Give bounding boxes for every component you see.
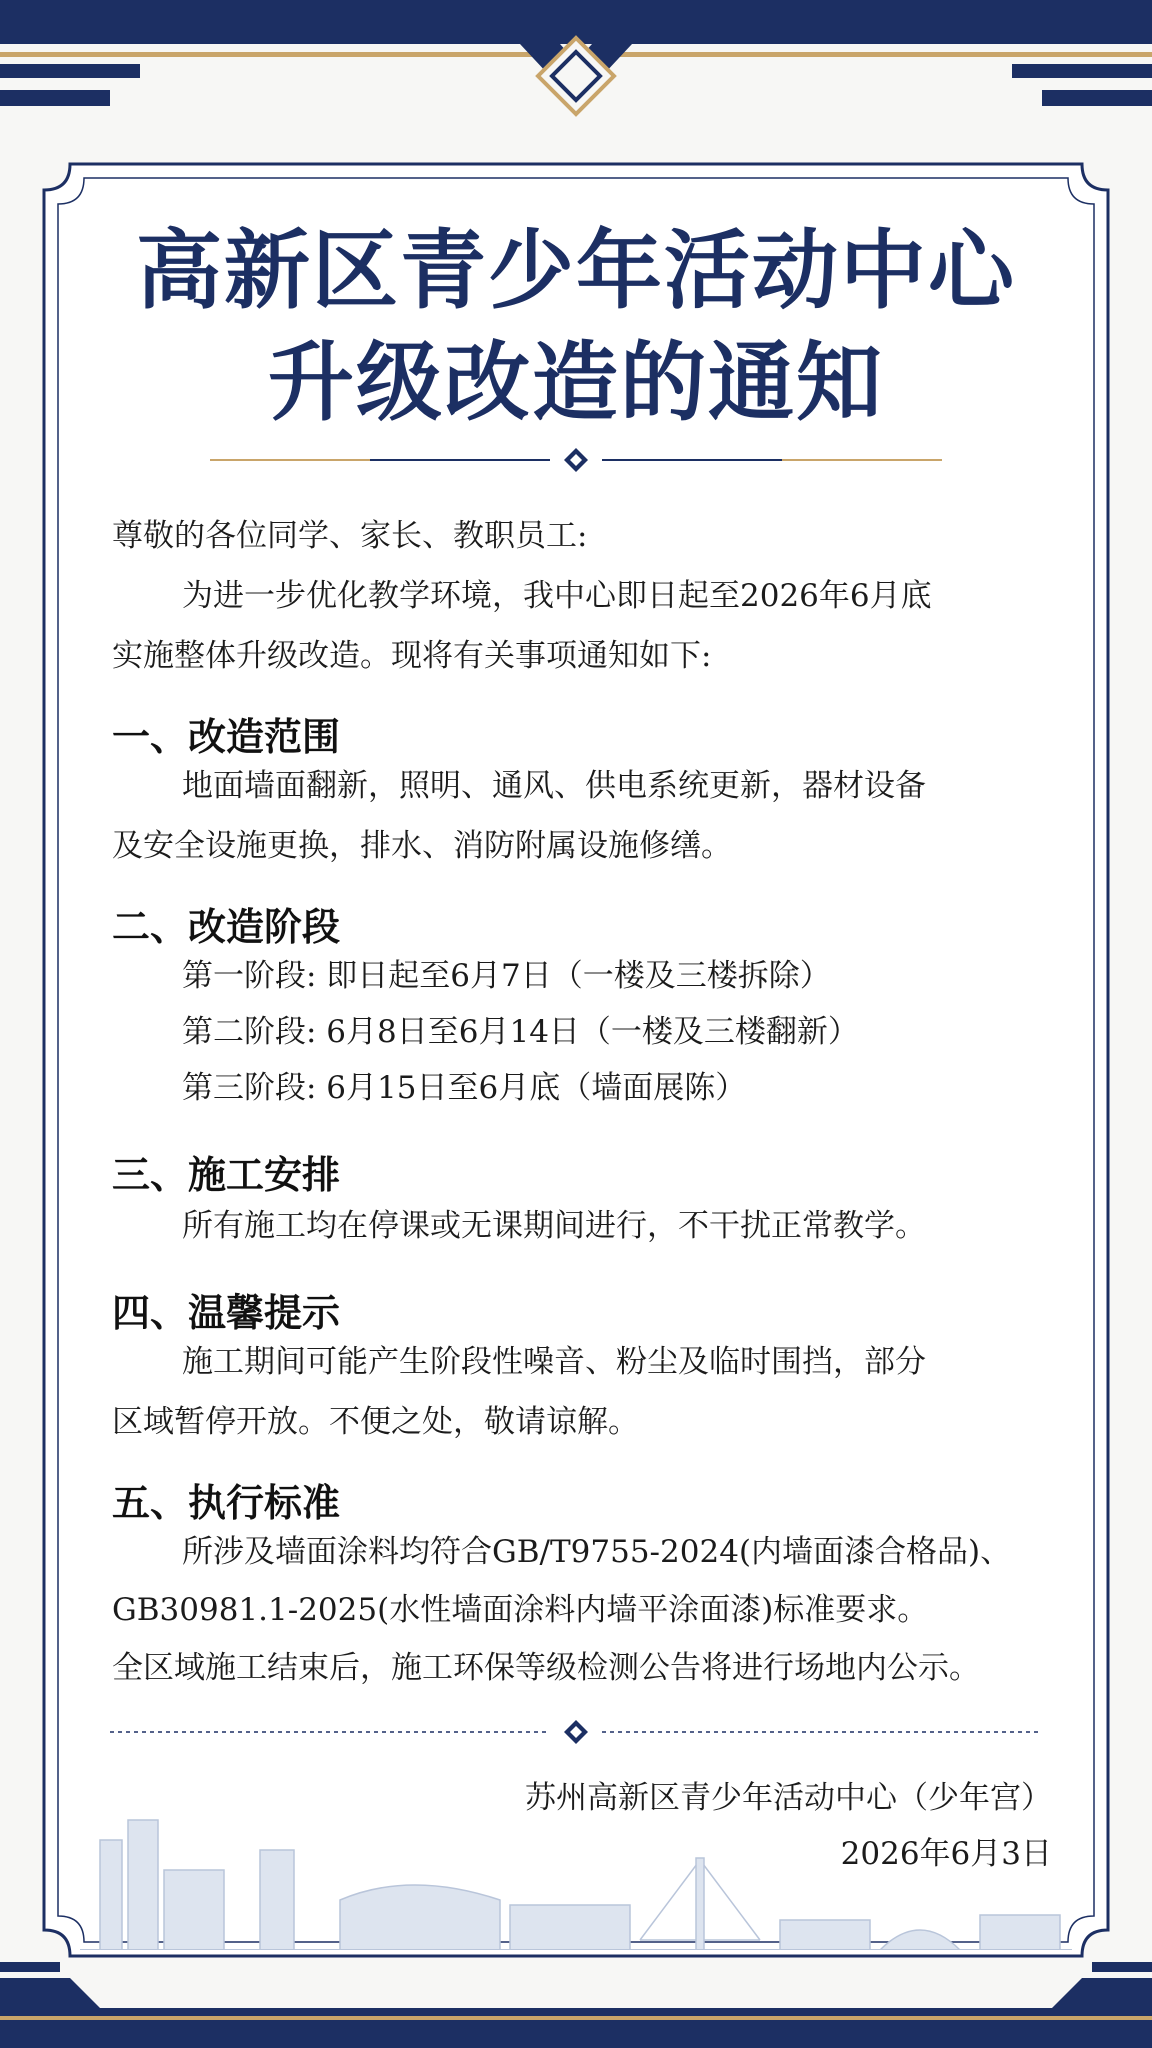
footer-divider (110, 1720, 1042, 1744)
title-divider (210, 448, 942, 472)
phase-line: 第一阶段: 即日起至6月7日（一楼及三楼拆除） (182, 958, 831, 994)
notice-title-line1: 高新区青少年活动中心 (136, 221, 1016, 321)
salutation: 尊敬的各位同学、家长、教职员工: (112, 518, 588, 554)
section-line: 区域暂停开放。不便之处，敬请谅解。 (112, 1404, 639, 1440)
section-heading-arrangement: 三、施工安排 (112, 1153, 341, 1197)
intro-line: 为进一步优化教学环境，我中心即日起至2026年6月底 (182, 578, 932, 614)
section-line: GB30981.1-2025(水性墙面涂料内墙平涂面漆)标准要求。 (112, 1592, 929, 1628)
section-line: 所涉及墙面涂料均符合GB/T9755-2024(内墙面漆合格品)、 (182, 1534, 1012, 1570)
phase-line: 第二阶段: 6月8日至6月14日（一楼及三楼翻新） (182, 1014, 859, 1050)
section-heading-scope: 一、改造范围 (112, 715, 341, 759)
section-line: 施工期间可能产生阶段性噪音、粉尘及临时围挡，部分 (182, 1344, 926, 1380)
notice-title-line2: 升级改造的通知 (268, 333, 884, 433)
signature-organization: 苏州高新区青少年活动中心（少年宫） (525, 1780, 1052, 1816)
phase-line: 第三阶段: 6月15日至6月底（墙面展陈） (182, 1070, 747, 1106)
section-heading-standards: 五、执行标准 (112, 1481, 341, 1525)
city-skyline-illustration (80, 1810, 1072, 1950)
top-decorative-band (0, 0, 1152, 120)
bottom-decorative-band (0, 1958, 1152, 2048)
section-line: 及安全设施更换，排水、消防附属设施修缮。 (112, 828, 732, 864)
signature-date: 2026年6月3日 (840, 1836, 1052, 1872)
section-heading-reminder: 四、温馨提示 (112, 1291, 341, 1335)
section-line: 全区域施工结束后，施工环保等级检测公告将进行场地内公示。 (112, 1650, 980, 1686)
section-heading-phases: 二、改造阶段 (112, 905, 341, 949)
intro-line: 实施整体升级改造。现将有关事项通知如下: (112, 638, 712, 674)
section-line: 地面墙面翻新，照明、通风、供电系统更新，器材设备 (182, 768, 926, 804)
section-line: 所有施工均在停课或无课期间进行，不干扰正常教学。 (182, 1208, 926, 1244)
